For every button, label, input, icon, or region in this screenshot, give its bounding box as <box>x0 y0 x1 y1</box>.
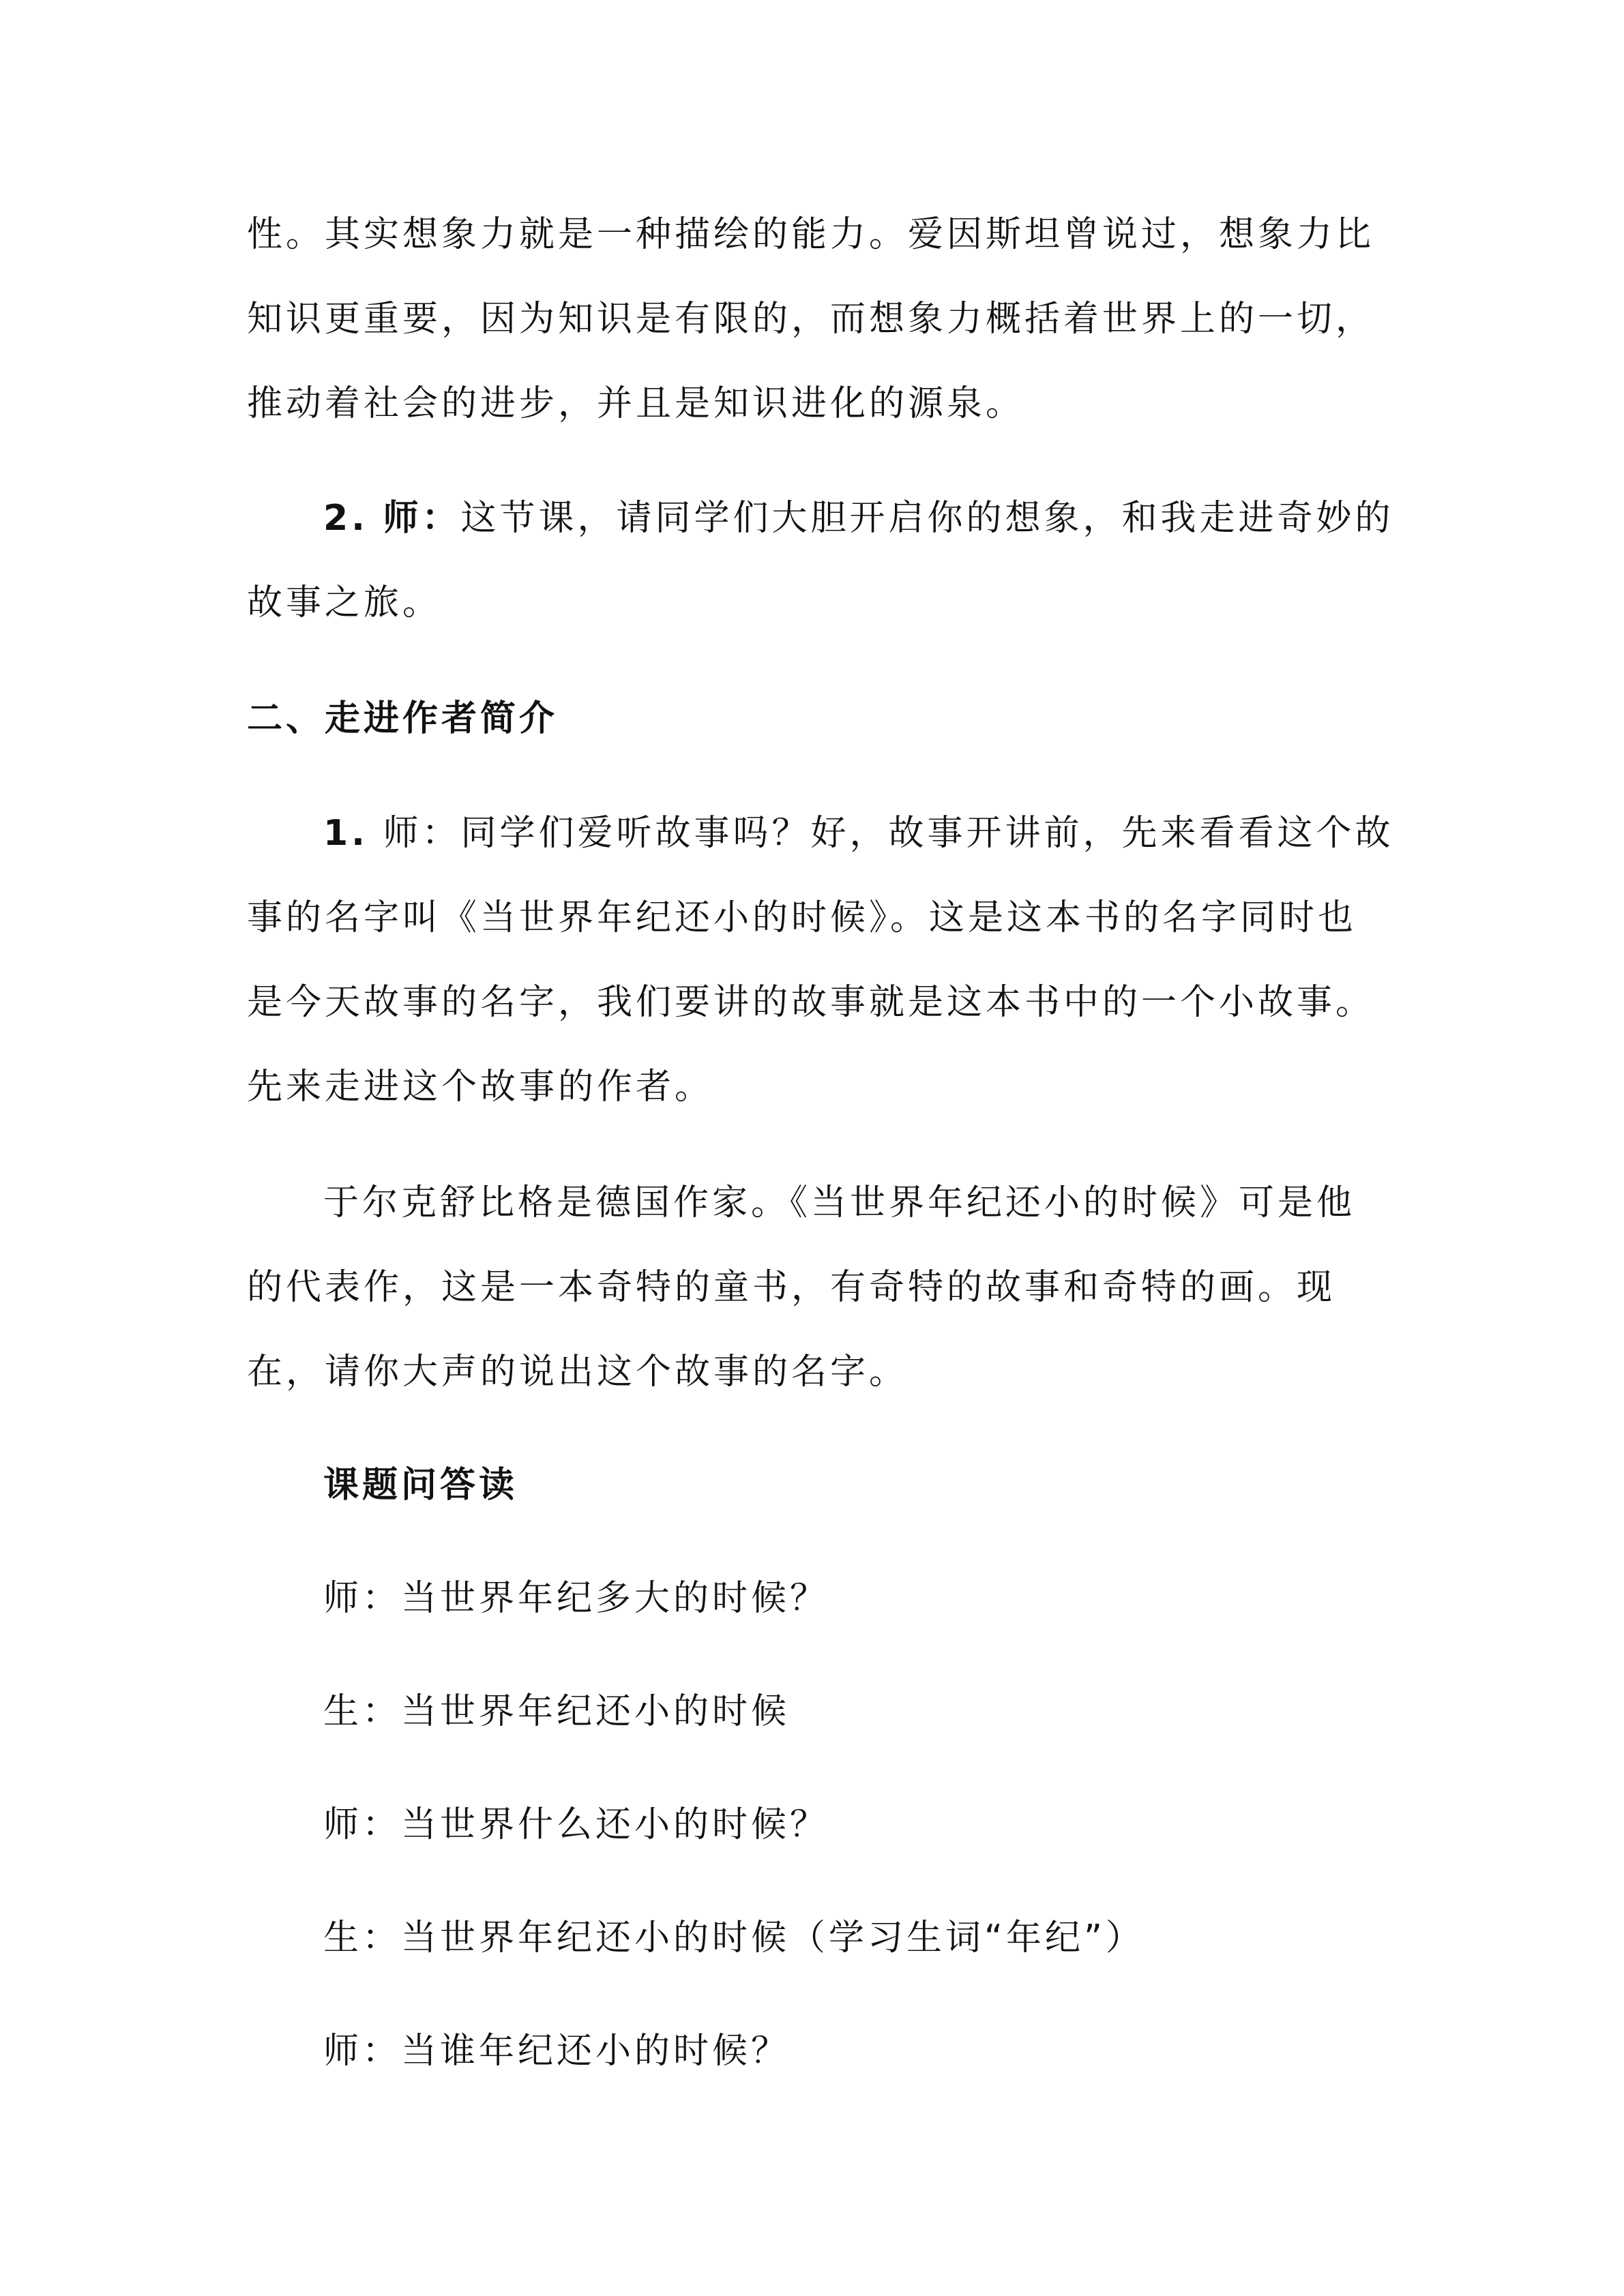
paragraph-line: 先来走进这个故事的作者。 <box>247 1067 714 1107</box>
paragraph-line <box>323 496 1394 540</box>
paragraph-line: 事的名字叫《当世界年纪还小的时候》。这是这本书的名字同时也 <box>247 897 1357 938</box>
subheading: 课题问答读 <box>323 1465 518 1506</box>
paragraph-line: 的代表作，这是一本奇特的童书，有奇特的故事和奇特的画。现 <box>247 1267 1336 1308</box>
dialogue-line: 生：当世界年纪还小的时候 <box>323 1691 791 1732</box>
paragraph-line: 是今天故事的名字，我们要讲的故事就是这本书中的一个小故事。 <box>247 982 1375 1023</box>
item-number: 2. <box>323 498 368 539</box>
item-number: 1. <box>323 813 368 854</box>
paragraph-line: 故事之旅。 <box>247 582 442 623</box>
section-heading: 二、走进作者简介 <box>247 698 559 739</box>
paragraph-line: 在，请你大声的说出这个故事的名字。 <box>247 1352 909 1392</box>
dialogue-line: 师：当世界年纪多大的时候？ <box>323 1578 829 1619</box>
paragraph-text: 师：同学们爱听故事吗？好，故事开讲前，先来看看这个故 <box>383 813 1394 854</box>
speaker-label: 师： <box>383 498 461 539</box>
paragraph-line: 于尔克舒比格是德国作家。《当世界年纪还小的时候》可是他 <box>323 1182 1356 1223</box>
paragraph-line: 推动着社会的进步，并且是知识进化的源泉。 <box>247 383 1025 424</box>
paragraph-line <box>323 811 1393 855</box>
paragraph-text: 这节课，请同学们大胆开启你的想象，和我走进奇妙的 <box>460 498 1394 539</box>
paragraph-line: 性。其实想象力就是一种描绘的能力。爱因斯坦曾说过，想象力比 <box>247 214 1375 255</box>
dialogue-line: 生：当世界年纪还小的时候（学习生词“年纪”） <box>323 1918 1145 1958</box>
dialogue-line: 师：当谁年纪还小的时候？ <box>323 2031 791 2072</box>
dialogue-line: 师：当世界什么还小的时候？ <box>323 1804 829 1845</box>
paragraph-line: 知识更重要，因为知识是有限的，而想象力概括着世界上的一切， <box>247 299 1375 340</box>
